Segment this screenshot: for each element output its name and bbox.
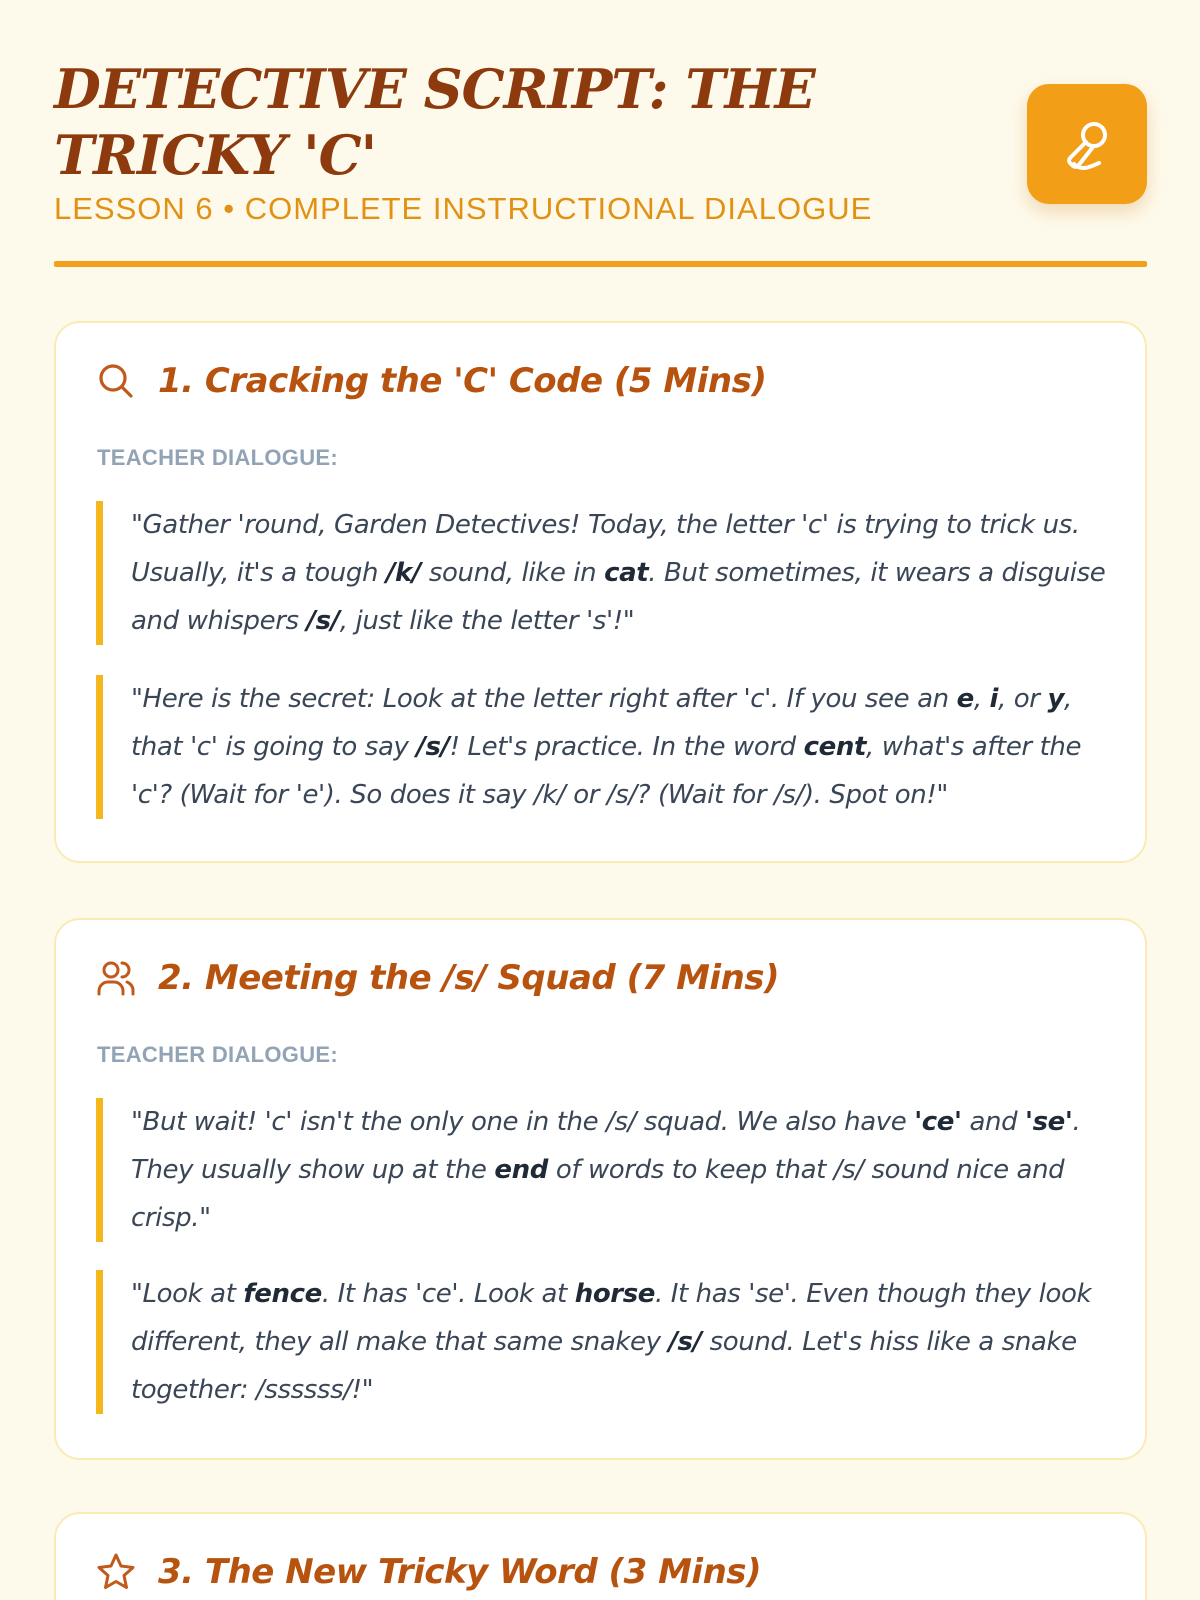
- quote-text: , that 'c' is going to say: [131, 684, 1072, 762]
- emphasized-text: cent: [803, 732, 866, 762]
- quote-text: of words to keep that /s/ sound nice and crisp.": [131, 1155, 1065, 1233]
- quote-text: , or: [998, 684, 1048, 714]
- users-icon: [96, 958, 136, 998]
- quote-text: . But sometimes, it wears a disguise and whispers: [131, 558, 1106, 636]
- emphasized-text: /s/: [306, 606, 340, 636]
- star-icon: [96, 1552, 136, 1592]
- emphasized-text: 'ce': [914, 1107, 962, 1137]
- quote-text: , what's after the 'c'? (Wait for 'e'). So does it say /k/ or /s/? (Wait for /s/). Spot on!": [131, 732, 1082, 810]
- section-card: [54, 1512, 1147, 1600]
- dialogue-quote: [96, 1270, 1106, 1414]
- emphasized-text: fence: [243, 1279, 322, 1309]
- emphasized-text: cat: [604, 558, 649, 588]
- quote-text: "Look at: [131, 1279, 244, 1309]
- emphasized-text: 'se': [1025, 1107, 1073, 1137]
- quote-text: , just like the letter 's'!": [339, 606, 635, 636]
- quote-text: sound, like in: [421, 558, 605, 588]
- section-title: 3. The New Tricky Word (3 Mins): [158, 1552, 762, 1592]
- quote-text: . They usually show up at the: [131, 1107, 1081, 1185]
- emphasized-text: e: [956, 684, 974, 714]
- section-title: 2. Meeting the /s/ Squad (7 Mins): [158, 958, 780, 998]
- emphasized-text: i: [989, 684, 999, 714]
- lesson-subtitle: LESSON 6 • COMPLETE INSTRUCTIONAL DIALOGUE: [54, 191, 873, 226]
- quote-text: ,: [973, 684, 990, 714]
- section-card: [54, 321, 1147, 863]
- dialogue-quote: [96, 675, 1106, 819]
- emphasized-text: /s/: [668, 1327, 702, 1357]
- page-title: DETECTIVE SCRIPT: THE TRICKY 'C': [54, 57, 815, 187]
- page-header: [54, 56, 1147, 228]
- section-header: [96, 958, 779, 998]
- microphone-icon: [1057, 114, 1117, 174]
- quote-text: "Gather 'round, Garden Detectives! Today, the letter 'c' is trying to trick us. Usually, it's a tough: [131, 510, 1080, 588]
- teacher-dialogue-label: TEACHER DIALOGUE:: [97, 445, 338, 470]
- emphasized-text: horse: [574, 1279, 656, 1309]
- section-title: 1. Cracking the 'C' Code (5 Mins): [158, 361, 767, 401]
- quote-text: "Here is the secret: Look at the letter right after 'c'. If you see an: [131, 684, 957, 714]
- quote-text: ! Let's practice. In the word: [449, 732, 804, 762]
- quote-text: . It has 'ce'. Look at: [321, 1279, 575, 1309]
- dialogue-quote: [96, 501, 1106, 645]
- section-header: [96, 1552, 761, 1592]
- teacher-dialogue-label: TEACHER DIALOGUE:: [97, 1042, 338, 1067]
- section-header: [96, 361, 766, 401]
- quote-text: and: [961, 1107, 1026, 1137]
- emphasized-text: /k/: [385, 558, 422, 588]
- quote-text: sound. Let's hiss like a snake together: /ssssss/!": [131, 1327, 1077, 1405]
- header-divider: [54, 261, 1147, 267]
- search-icon: [96, 361, 136, 401]
- microphone-button[interactable]: [1027, 84, 1147, 204]
- quote-text: "But wait! 'c' isn't the only one in the /s/ squad. We also have: [131, 1107, 915, 1137]
- section-card: [54, 918, 1147, 1460]
- quote-text: . It has 'se'. Even though they look different, they all make that same snakey: [131, 1279, 1092, 1357]
- dialogue-quote: [96, 1098, 1106, 1242]
- emphasized-text: end: [494, 1155, 548, 1185]
- emphasized-text: /s/: [416, 732, 450, 762]
- emphasized-text: y: [1047, 684, 1065, 714]
